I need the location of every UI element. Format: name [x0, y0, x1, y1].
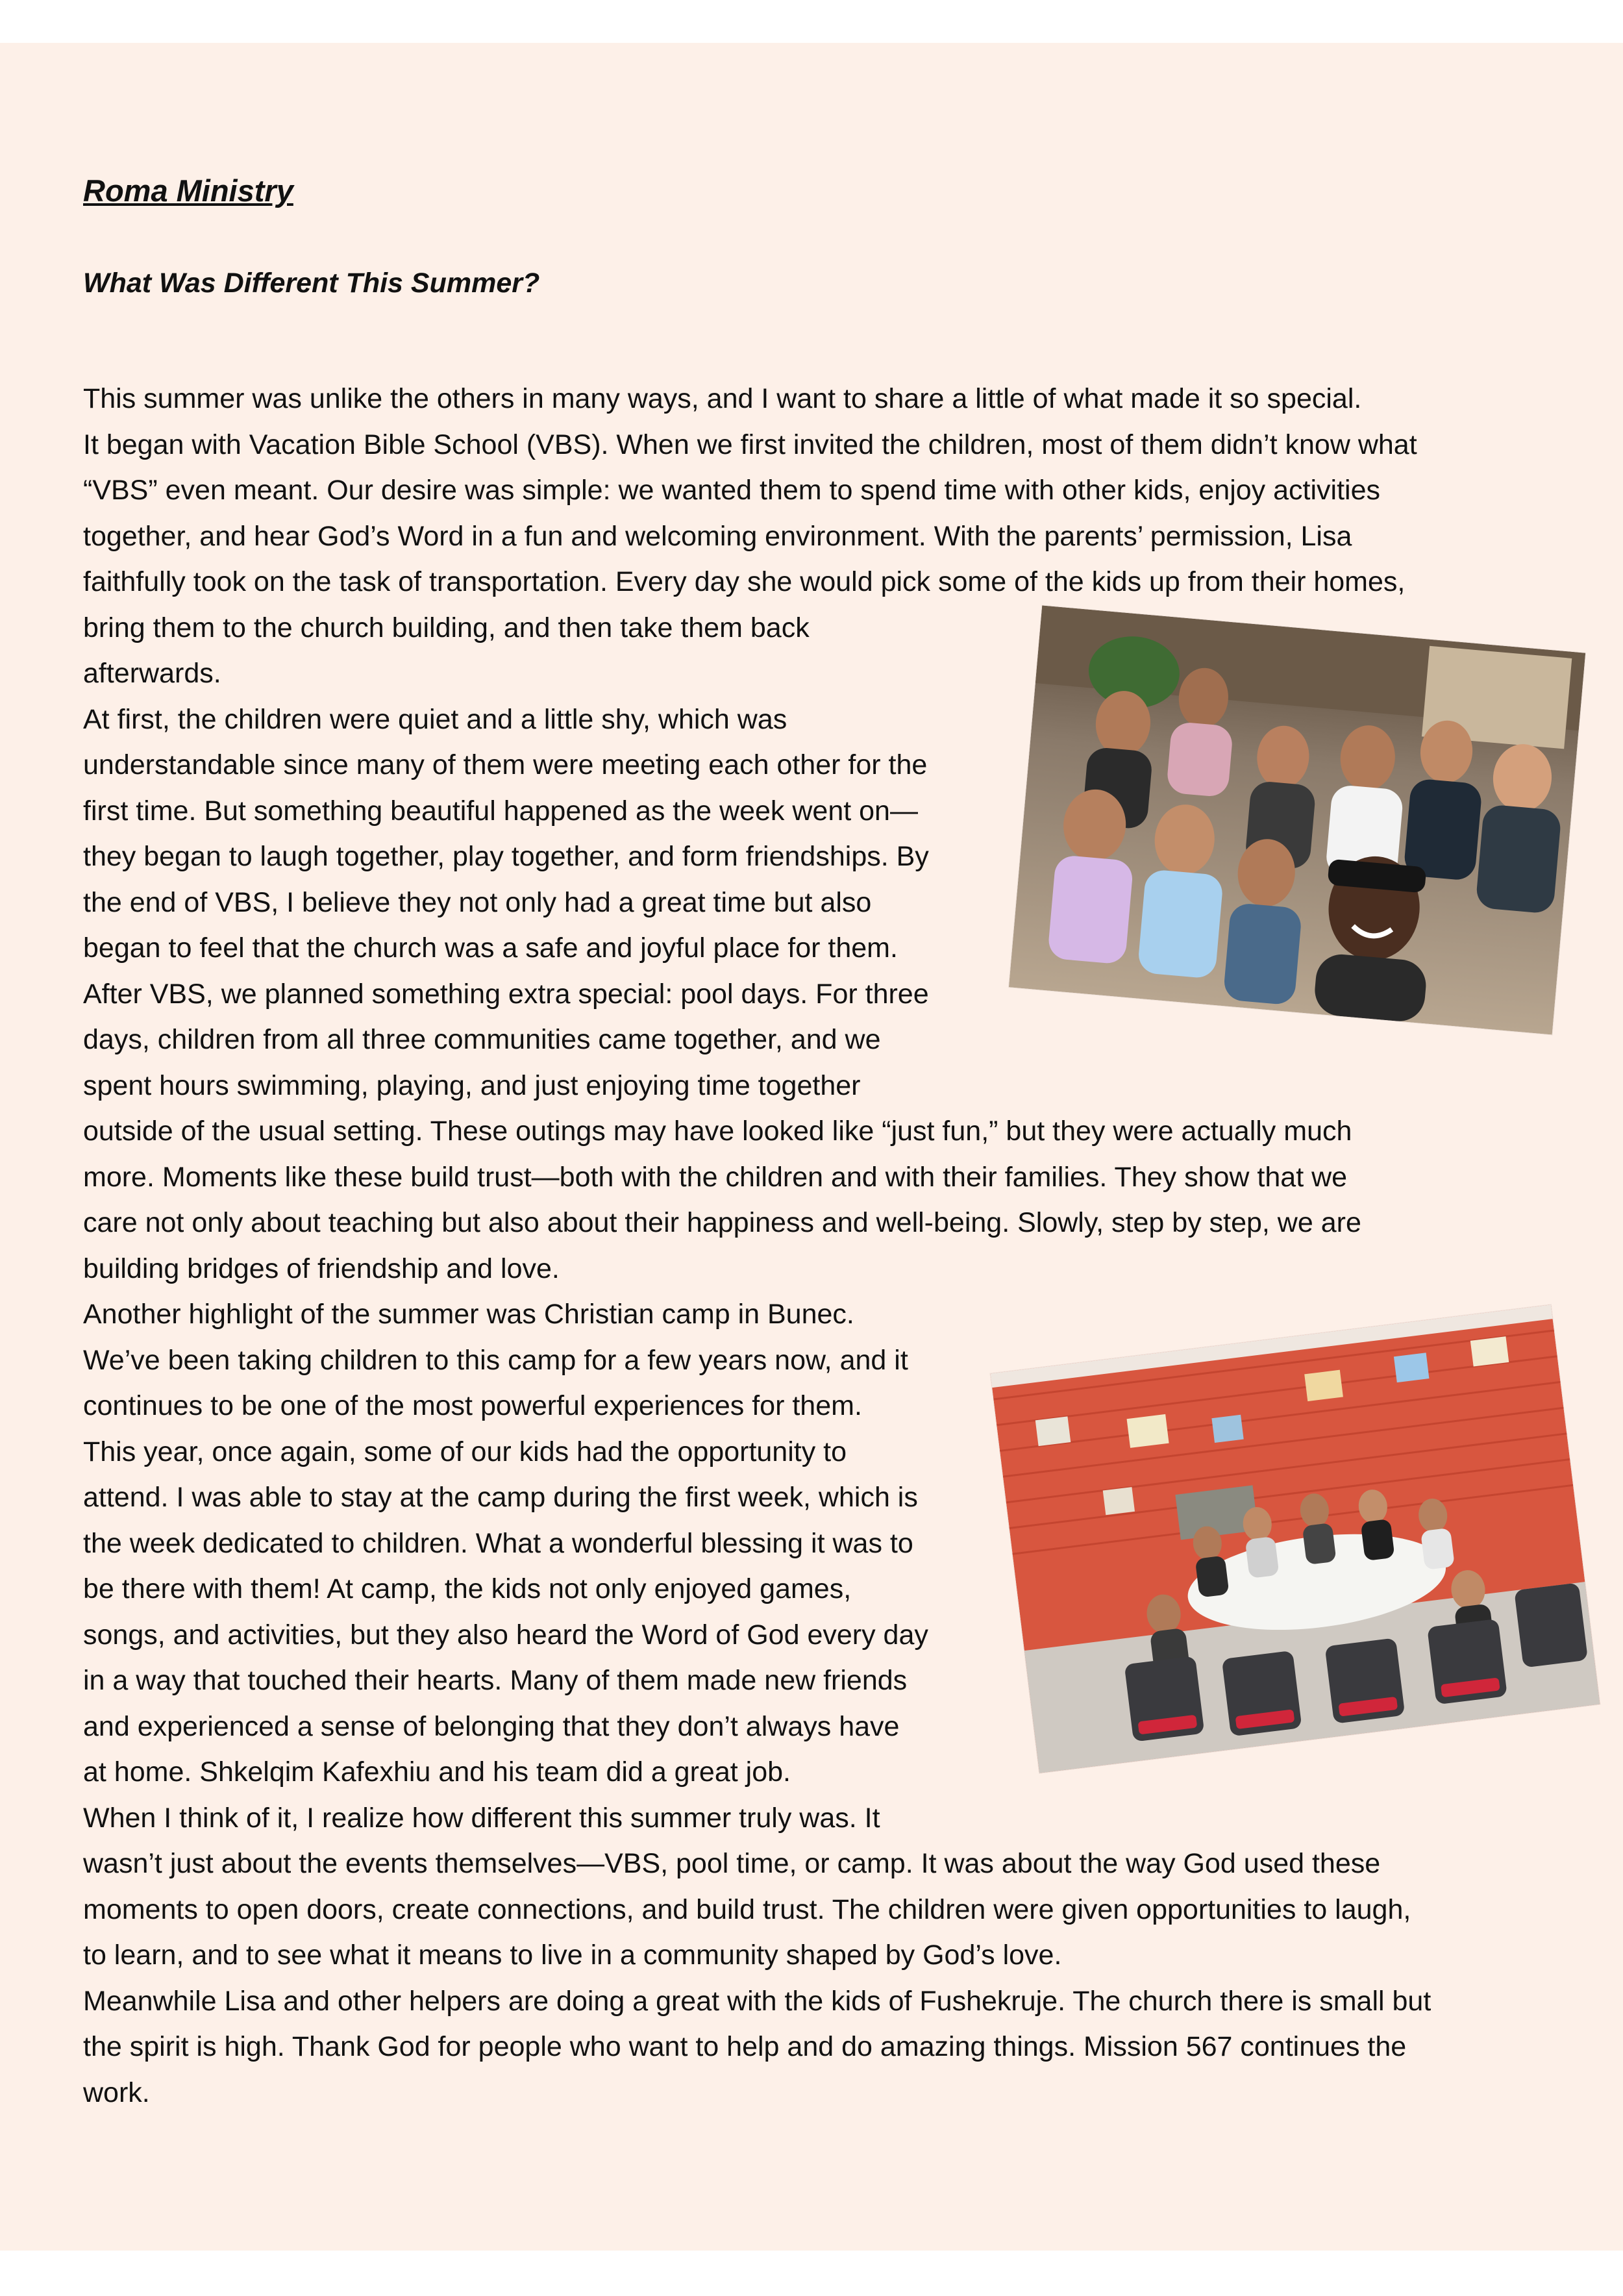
- body-line: at home. Shkelqim Kafexhiu and his team did a great job.: [83, 1756, 791, 1788]
- body-line: It began with Vacation Bible School (VBS). When we first invited the children, most of them didn’t know what: [83, 429, 1417, 460]
- body-line: songs, and activities, but they also heard the Word of God every day: [83, 1619, 928, 1651]
- body-line: wasn’t just about the events themselves—VBS, pool time, or camp. It was about the way God used these: [83, 1848, 1381, 1879]
- body-line: When I think of it, I realize how different this summer truly was. It: [83, 1802, 880, 1834]
- body-line: attend. I was able to stay at the camp during the first week, which is: [83, 1482, 918, 1513]
- body-line: the week dedicated to children. What a wonderful blessing it was to: [83, 1527, 913, 1559]
- camp-room-image: [990, 1304, 1600, 1773]
- body-line: bring them to the church building, and then take them back: [83, 612, 810, 643]
- body-line: together, and hear God’s Word in a fun and welcoming environment. With the parents’ permission, Lisa: [83, 520, 1352, 552]
- body-line: moments to open doors, create connections, and build trust. The children were given opportunities to laugh,: [83, 1893, 1411, 1925]
- body-line: to learn, and to see what it means to live in a community shaped by God’s love.: [83, 1940, 1062, 1971]
- group-selfie-image: [1009, 606, 1585, 1035]
- body-line: This summer was unlike the others in many ways, and I want to share a little of what made it so special.: [83, 383, 1362, 414]
- section-subtitle: What Was Different This Summer?: [83, 268, 540, 299]
- body-line: the end of VBS, I believe they not only had a great time but also: [83, 886, 872, 918]
- body-line: Another highlight of the summer was Christian camp in Bunec.: [83, 1299, 854, 1330]
- camp-room-photo: [990, 1304, 1600, 1773]
- body-line: “VBS” even meant. Our desire was simple: we wanted them to spend time with other kids, enjoy activities: [83, 475, 1380, 506]
- body-line: began to feel that the church was a safe and joyful place for them.: [83, 932, 898, 964]
- body-line: first time. But something beautiful happened as the week went on—: [83, 795, 918, 827]
- body-line: At first, the children were quiet and a little shy, which was: [83, 703, 787, 735]
- body-line: and experienced a sense of belonging that they don’t always have: [83, 1710, 900, 1742]
- body-line: more. Moments like these build trust—both with the children and with their families. They show that we: [83, 1161, 1348, 1193]
- group-selfie-photo: [1009, 606, 1585, 1035]
- body-line: be there with them! At camp, the kids not only enjoyed games,: [83, 1573, 852, 1604]
- body-line: This year, once again, some of our kids had the opportunity to: [83, 1436, 847, 1467]
- body-line: Meanwhile Lisa and other helpers are doing a great with the kids of Fushekruje. The church there is small but: [83, 1985, 1431, 2017]
- body-line: faithfully took on the task of transportation. Every day she would pick some of the kids up from their homes,: [83, 566, 1406, 597]
- body-line: in a way that touched their hearts. Many of them made new friends: [83, 1665, 908, 1696]
- body-line: After VBS, we planned something extra special: pool days. For three: [83, 978, 929, 1010]
- body-line: building bridges of friendship and love.: [83, 1253, 560, 1284]
- body-line: work.: [83, 2077, 150, 2108]
- body-line: the spirit is high. Thank God for people who want to help and do amazing things. Mission 567 continues the: [83, 2031, 1407, 2062]
- body-line: afterwards.: [83, 658, 221, 689]
- body-line: outside of the usual setting. These outings may have looked like “just fun,” but they were actually much: [83, 1116, 1352, 1147]
- body-line: We’ve been taking children to this camp for a few years now, and it: [83, 1344, 908, 1376]
- body-line: care not only about teaching but also about their happiness and well-being. Slowly, step by step, we are: [83, 1207, 1361, 1238]
- body-line: continues to be one of the most powerful experiences for them.: [83, 1390, 862, 1421]
- body-line: spent hours swimming, playing, and just enjoying time together: [83, 1069, 861, 1101]
- body-line: they began to laugh together, play together, and form friendships. By: [83, 841, 929, 872]
- body-line: days, children from all three communities came together, and we: [83, 1024, 881, 1055]
- page-title: Roma Ministry: [83, 173, 293, 208]
- body-line: understandable since many of them were meeting each other for the: [83, 749, 928, 780]
